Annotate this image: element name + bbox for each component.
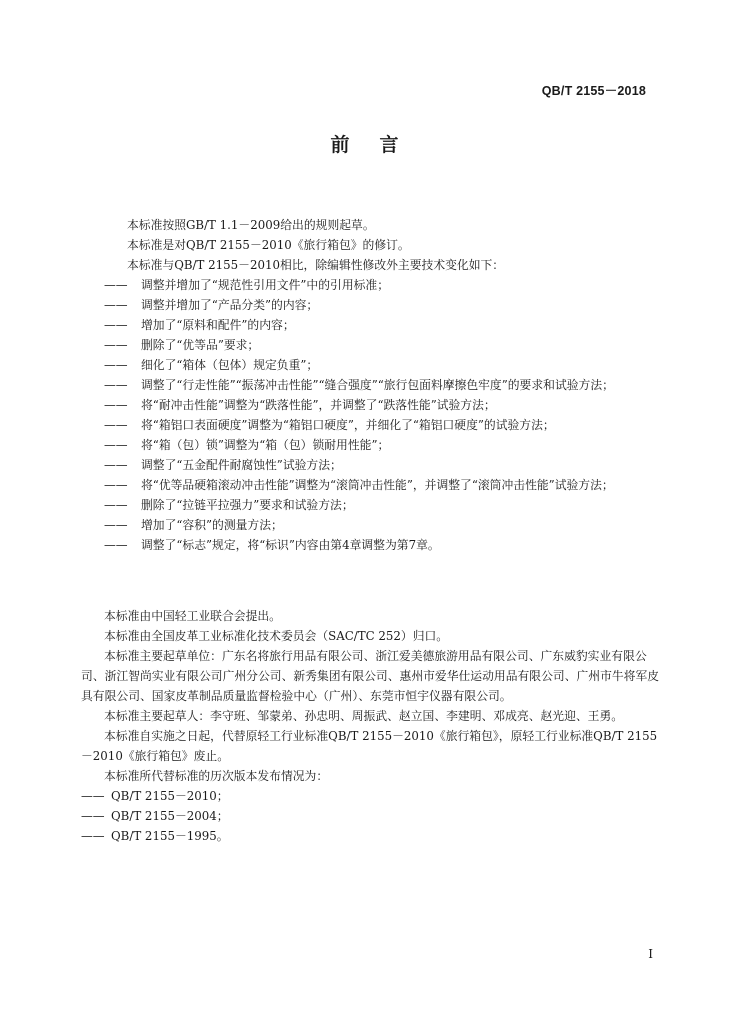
dash-marker: —— (104, 438, 128, 452)
dash-marker: —— (81, 789, 105, 803)
drafting-units-paragraph: 本标准主要起草单位：广东名将旅行用品有限公司、浙江爱美德旅游用品有限公司、广东威豹实业有限公司、浙江智尚实业有限公司广州分公司、新秀集团有限公司、惠州市爱华仕运动用品有限公司、广州市牛将军皮具有限公司、国家皮革制品质量监督检验中心（广州）、东莞市恒宇仪器有限公司。 (81, 649, 660, 703)
list-item (104, 355, 664, 375)
list-item (104, 455, 664, 475)
paragraph: 本标准由中国轻工业联合会提出。 (104, 609, 281, 623)
list-item (104, 395, 664, 415)
change-item: 将“箱铝口表面硬度”调整为“箱铝口硬度”，并细化了“箱铝口硬度”的试验方法； (141, 418, 555, 432)
paragraph: 本标准由全国皮革工业标准化技术委员会（SAC/TC 252）归口。 (104, 629, 449, 643)
intro-line: 本标准按照GB/T 1.1－2009给出的规则起草。 (127, 218, 375, 232)
dash-marker: —— (81, 829, 105, 843)
history-version: QB/T 2155－2004； (111, 809, 229, 823)
intro-line: 本标准是对QB/T 2155－2010《旅行箱包》的修订。 (127, 238, 410, 252)
responsibility-section (81, 606, 664, 846)
intro-line: 本标准与QB/T 2155－2010相比，除编辑性修改外主要技术变化如下： (127, 258, 505, 272)
dash-marker: —— (104, 398, 128, 412)
revision-section (104, 215, 664, 555)
list-item (104, 535, 664, 555)
dash-marker: —— (104, 418, 128, 432)
change-item: 将“箱（包）锁”调整为“箱（包）锁耐用性能”； (141, 438, 390, 452)
dash-marker: —— (104, 318, 128, 332)
history-intro: 本标准所代替标准的历次版本发布情况为： (104, 769, 329, 783)
change-item: 将“耐冲击性能”调整为“跌落性能”，并调整了“跌落性能”试验方法； (141, 398, 496, 412)
list-item (104, 295, 664, 315)
page-title (0, 130, 729, 157)
change-item: 调整并增加了“规范性引用文件”中的引用标准； (141, 278, 390, 292)
change-item: 调整了“行走性能”“振荡冲击性能”“缝合强度”“旅行包面料摩擦色牢度”的要求和试验方法； (141, 378, 614, 392)
change-item: 调整了“五金配件耐腐蚀性”试验方法； (141, 458, 342, 472)
list-item (104, 275, 664, 295)
standard-code: QB/T 2155－2018 (541, 84, 646, 98)
change-item: 调整并增加了“产品分类”的内容； (141, 298, 319, 312)
change-item: 增加了“容积”的测量方法； (141, 518, 283, 532)
history-version: QB/T 2155－2010； (111, 789, 229, 803)
list-item (104, 515, 664, 535)
history-item (81, 826, 664, 846)
change-item: 删除了“优等品”要求； (141, 338, 260, 352)
change-item: 增加了“原料和配件”的内容； (141, 318, 295, 332)
dash-marker: —— (104, 298, 128, 312)
page-number: I (648, 947, 653, 961)
change-item: 细化了“箱体（包体）规定负重”； (141, 358, 319, 372)
title-char-2: 言 (379, 134, 399, 156)
list-item (104, 335, 664, 355)
list-item (104, 475, 664, 495)
dash-marker: —— (104, 458, 128, 472)
change-item: 调整了“标志”规定，将“标识”内容由第4章调整为第7章。 (141, 538, 440, 552)
history-item (81, 806, 664, 826)
dash-marker: —— (104, 498, 128, 512)
history-version: QB/T 2155－1995。 (111, 829, 229, 843)
dash-marker: —— (104, 478, 128, 492)
dash-marker: —— (81, 809, 105, 823)
replacement-paragraph: 本标准自实施之日起，代替原轻工行业标准QB/T 2155－2010《旅行箱包》，原轻工行业标准QB/T 2155－2010《旅行箱包》废止。 (81, 729, 658, 763)
dash-marker: —— (104, 538, 128, 552)
dash-marker: —— (104, 378, 128, 392)
list-item (104, 315, 664, 335)
title-char-1: 前 (330, 134, 350, 156)
change-item: 删除了“拉链平拉强力”要求和试验方法； (141, 498, 354, 512)
list-item (104, 415, 664, 435)
dash-marker: —— (104, 358, 128, 372)
list-item (104, 495, 664, 515)
dash-marker: —— (104, 338, 128, 352)
history-item (81, 786, 664, 806)
dash-marker: —— (104, 518, 128, 532)
dash-marker: —— (104, 278, 128, 292)
list-item (104, 375, 664, 395)
drafters-paragraph: 本标准主要起草人：李守班、邹蒙弟、孙忠明、周振武、赵立国、李建明、邓成亮、赵光迎、王勇。 (104, 709, 624, 723)
change-item: 将“优等品硬箱滚动冲击性能”调整为“滚筒冲击性能”，并调整了“滚筒冲击性能”试验方法； (141, 478, 614, 492)
list-item (104, 435, 664, 455)
